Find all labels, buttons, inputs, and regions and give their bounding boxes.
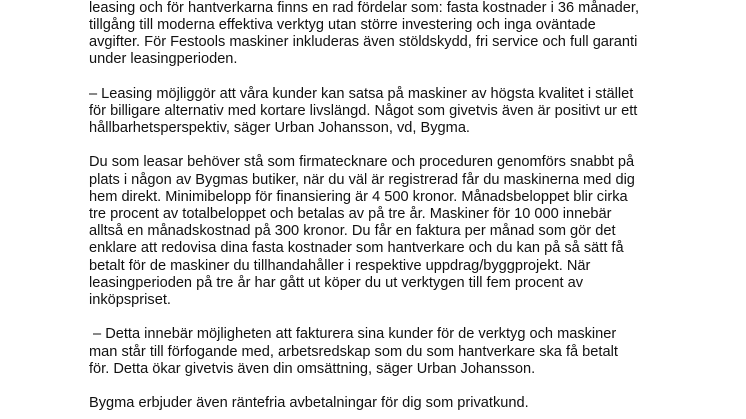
paragraph-leasing-benefits <box>89 0 729 68</box>
text-line: – Detta innebär möjligheten att fakturera sina kunder för de verktyg och maskiner <box>89 326 617 343</box>
text-line: plats i någon av Bygmas butiker, när du väl är registrerad får du maskinerna med dig <box>89 171 635 188</box>
paragraph-private-customers <box>89 395 729 412</box>
text-line: under leasingperioden. <box>89 51 238 68</box>
text-line: Du som leasar behöver stå som firmatecknare och proceduren genomförs snabbt på <box>89 154 635 171</box>
paragraph-leasing-procedure <box>89 154 729 309</box>
text-line: man står till förfogande med, arbetsredskap som du som hantverkare ska få betalt <box>89 343 618 360</box>
paragraph-quote-quality <box>89 86 729 138</box>
text-line: för billigare alternativ med kortare livslängd. Något som givetvis även är positivt ur ett <box>89 102 638 119</box>
document-body <box>89 0 729 419</box>
text-line: alltså en månadskostnad på 300 kronor. Du får en faktura per månad som gör det <box>89 223 616 240</box>
text-line: hem direkt. Minimibelopp för finansiering är 4 500 kronor. Månadsbeloppet blir cirka <box>89 188 628 205</box>
text-line: leasingperioden på tre år har gått ut köper du ut verktygen till fem procent av <box>89 274 584 291</box>
text-line: för. Detta ökar givetvis även din omsättning, säger Urban Johansson. <box>89 360 536 377</box>
text-line: tre procent av totalbeloppet och betalas av på tre år. Maskiner för 10 000 innebär <box>89 206 612 223</box>
text-line: – Leasing möjliggör att våra kunder kan satsa på maskiner av högsta kvalitet i stället <box>89 85 634 102</box>
text-line: tillgång till moderna effektiva verktyg utan större investering och inga oväntade <box>89 16 596 33</box>
text-line: enklare att redovisa dina fasta kostnader som hantverkare och du kan på så sätt få <box>89 240 624 257</box>
text-line: betalt för de maskiner du tillhandahåller i respektive uppdrag/byggprojekt. När <box>89 257 591 274</box>
text-line: leasing och för hantverkarna finns en rad fördelar som: fasta kostnader i 36 månader, <box>89 0 640 16</box>
text-line: hållbarhetsperspektiv, säger Urban Johansson, vd, Bygma. <box>89 120 470 137</box>
text-line: inköpspriset. <box>89 292 171 309</box>
text-line: Bygma erbjuder även räntefria avbetalningar för dig som privatkund. <box>89 395 529 412</box>
text-line: avgifter. För Festools maskiner inkluderas även stöldskydd, fri service och full garanti <box>89 34 638 51</box>
paragraph-quote-invoicing <box>89 326 729 378</box>
